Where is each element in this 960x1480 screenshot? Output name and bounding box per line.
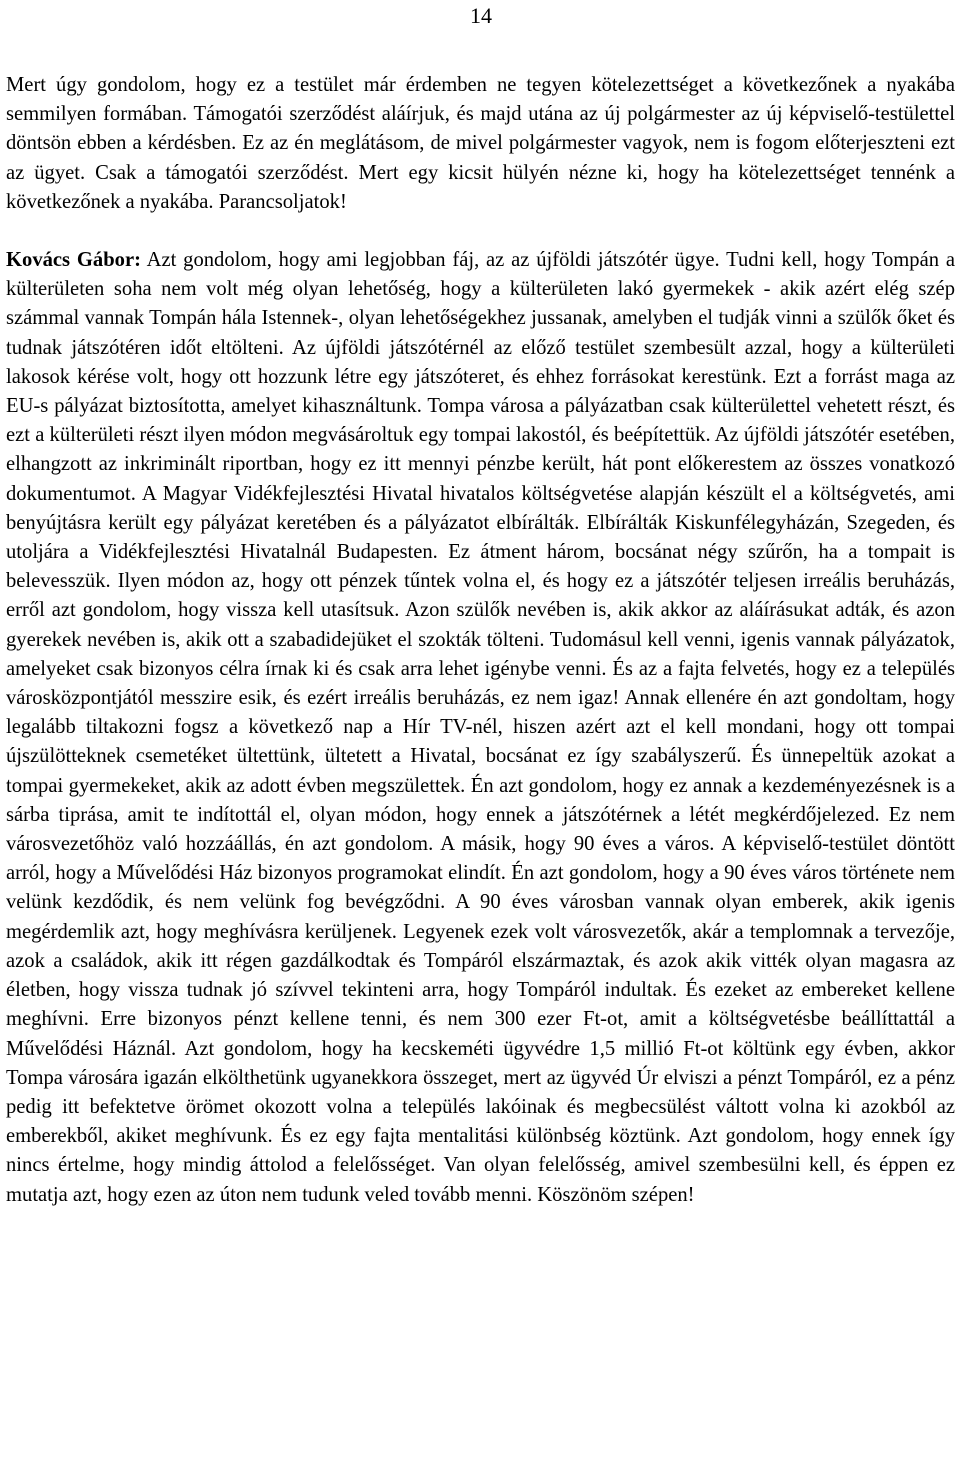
paragraph-text: Azt gondolom, hogy ami legjobban fáj, az az újföldi játszótér ügye. Tudni kell, hogy Tompán a külterületen soha nem volt még olyan lehetőség, hogy a külterületen lakó gyermekek - akik azért elég szép számmal vannak Tompán hála Istennek-, olyan lehetőségekhez jussanak, amelyben el tudják vinni a szülők őket és tudnak játszótéren időt eltölteni. Az újföldi játszótérnél az előző testület szembesült azzal, hogy a külterületi lakosok kérése volt, hogy ott hozzunk létre egy játszóteret, és ehhez forrásokat kerestünk. Ezt a forrást maga az EU-s pályázat biztosította, amelyet kihasználtunk. Tompa városa a pályázatban csak külterülettel vehetett részt, és ezt a külterületi részt ilyen módon megvásároltuk egy tompai lakostól, és beépítettük. Az újföldi játszótér esetében, elhangzott az inkriminált riportban, hogy ez itt mennyi pénzbe került, hát pont előkerestem az összes vonatkozó dokumentumot. A Magyar Vidékfejlesztési Hivatal hivatalos költségvetése alapján készült el a költségvetés, ami benyújtásra került egy pályázat keretében és a pályázatot elbírálták. Elbírálták Kiskunfélegyházán, Szegeden, és utoljára a Vidékfejlesztési Hivatalnál Budapesten. Ez átment három, bocsánat négy szűrőn, ha a tompait is belevesszük. Ilyen módon az, hogy ott pénzek tűntek volna el, és hogy ez a játszótér teljesen irreális beruházás, erről azt gondolom, hogy vissza kell utasítsuk. Azon szülők nevében is, akik akkor az aláírásukat adták, és azon gyerekek nevében is, akik ott a szabadidejüket el szokták tölteni. Tudomásul kell venni, igenis vannak pályázatok, amelyeket csak bizonyos célra írnak ki és csak arra lehet igénybe venni. És az a fajta felvetés, hogy ez a település városközpontjától messzire esik, és ezért irreális beruházás, ez nem igaz! Annak ellenére én azt gondoltam, hogy legalább tiltakozni fogsz a következő nap a Hír TV-nél, hiszen azért azt el kell mondani, hogy ott tompai újszülötteknek csemetéket ültettünk, ültetett a Hivatal, bocsánat ez így szabályszerű. És ünnepeltük azokat a tompai gyermekeket, akik az adott évben megszülettek. Én azt gondolom, hogy ez annak a kezdeményezésnek is a sárba tiprása, amit te indítottál el, olyan módon, hogy ennek a játszótérnek a létét megkérdőjelezed. Ez nem városvezetőhöz való hozzáállás, én azt gondolom. A másik, hogy 90 éves a város. A képviselő-testület döntött arról, hogy a Művelődési Ház bizonyos programokat elindít. Én azt gondolom, hogy a 90 éves város története nem velünk kezdődik, és nem velünk fog bevégződni. A 90 éves városban vannak olyan emberek, akik igenis megérdemlik azt, hogy meghívásra kerüljenek. Legyenek ezek volt városvezetők, akár a templomnak a tervezője, azok a családok, akik itt régen gazdálkodtak és Tompáról elszármaztak, és azok akik vitték olyan magasra az életben, hogy vissza tudnak jó szívvel tekinteni arra, hogy Tompáról indultak. És ezeket az embereket kellene meghívni. Erre bizonyos pénzt kellene tenni, és nem 300 ezer Ft-ot, amit a költségvetésbe beállíttattál a Művelődési Háznál. Azt gondolom, hogy ha kecskeméti ügyvédre 1,5 millió Ft-ot költünk egy évben, akkor Tompa városára igazán elkölthetünk ugyanekkora összeget, mert az ügyvéd Úr elviszi a pénzt Tompáról, ez a pénz pedig itt befektetve örömet okozott volna a település lakóinak és megbecsülést váltott volna ki azokból az emberekből, akiket meghívunk. És ez egy fajta mentalitási különbség köztünk. Azt gondolom, hogy ennek így nincs értelme, hogy mindig áttolod a felelősséget. Van olyan felelősség, amivel szembesülni kell, és éppen ez mutatja azt, hogy ezen az úton nem tudunk veled tovább menni. Köszönöm szépen!: [6, 249, 955, 1206]
paragraph-text: Mert úgy gondolom, hogy ez a testület már érdemben ne tegyen kötelezettséget a következőnek a nyakába semmilyen formában. Támogatói szerződést aláírjuk, és majd utána az új polgármester az új képviselő-testülettel döntsön ebben a kérdésben. Ez az én meglátásom, de mivel polgármester vagyok, nem is fogom előterjeszteni ezt az ügyet. Csak a támogatói szerződést. Mert egy kicsit hülyén nézne ki, hogy ha kötelezettséget tennénk a következőnek a nyakába. Parancsoljatok!: [6, 74, 955, 213]
page-number: 14: [470, 3, 492, 28]
speaker-name: Kovács Gábor:: [6, 249, 141, 272]
paragraph-intro: [6, 71, 955, 217]
document-body: [6, 71, 955, 1210]
paragraph-kovacs-gabor: [6, 246, 955, 1210]
